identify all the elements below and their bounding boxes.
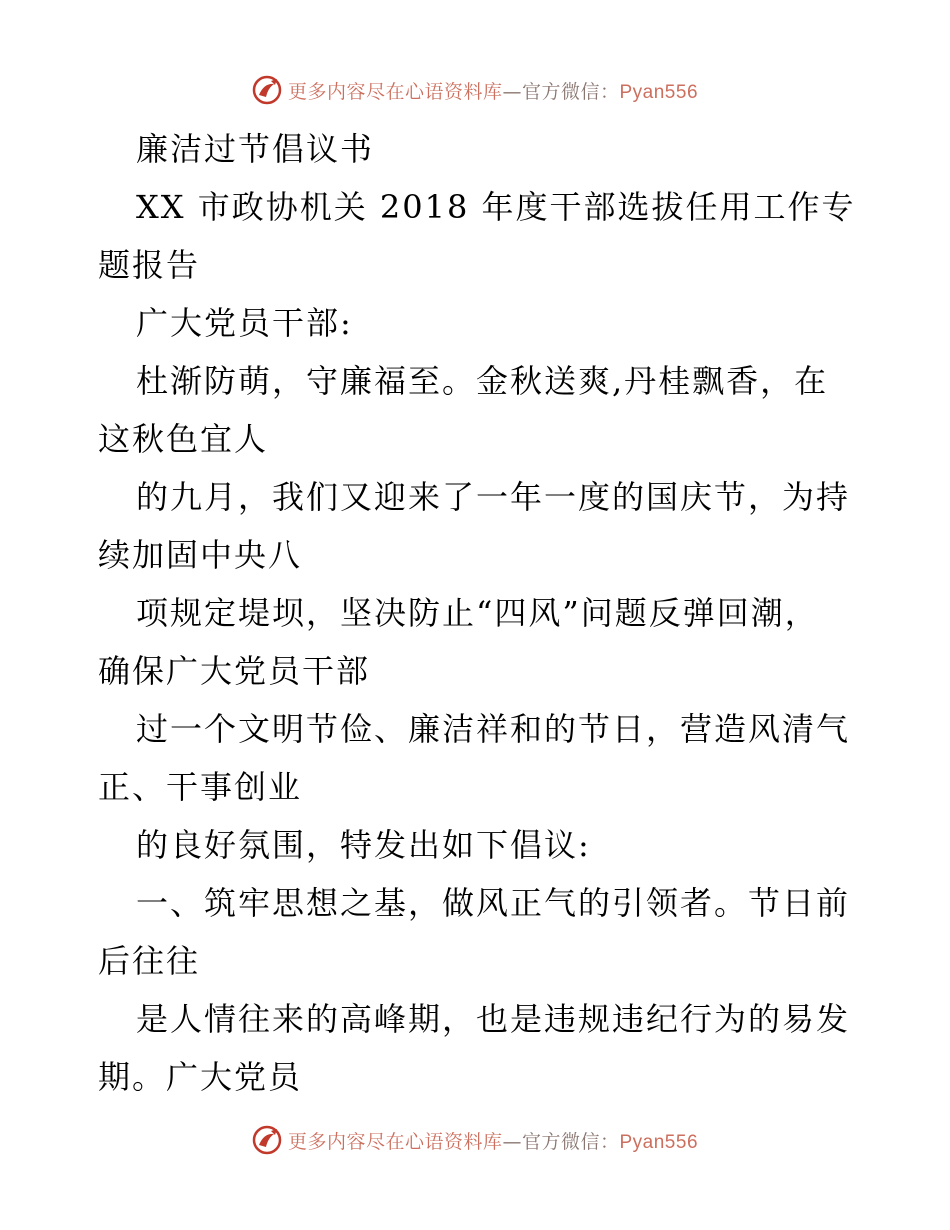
document-line: 一、筑牢思想之基，做风正气的引领者。节日前 (136, 884, 851, 922)
document-line: 广大党员干部: (136, 304, 353, 342)
document-line: 项规定堤坝，坚决防止“四风”问题反弹回潮， (136, 594, 819, 632)
document-line: 杜渐防萌，守廉福至。金秋送爽,丹桂飘香，在 (136, 362, 829, 400)
document-line: 的良好氛围，特发出如下倡议: (136, 826, 591, 864)
document-line: 题报告 (98, 246, 201, 284)
document-line: 期。广大党员 (98, 1058, 303, 1096)
document-line: 是人情往来的高峰期，也是违规违纪行为的易发 (136, 1000, 851, 1038)
watermark-text (288, 77, 698, 104)
brand-logo-icon (252, 75, 282, 105)
document-line: 这秋色宜人 (98, 420, 269, 458)
document-line: 正、干事创业 (98, 768, 303, 806)
watermark-brand: 更多内容尽在心语资料库 (287, 80, 503, 103)
watermark-wechat-label: —官方微信： (502, 80, 620, 103)
footer-watermark (0, 1120, 950, 1160)
document-line: XX 市政协机关 2018 年度干部选拔任用工作专 (136, 188, 856, 226)
document-line: 确保广大党员干部 (98, 652, 371, 690)
watermark-text (288, 1127, 698, 1154)
document-body (98, 120, 868, 1106)
watermark-wechat-id: Pyan556 (619, 81, 699, 103)
brand-logo-icon (252, 1125, 282, 1155)
document-line: 过一个文明节俭、廉洁祥和的节日，营造风清气 (136, 710, 851, 748)
watermark-wechat-id: Pyan556 (619, 1131, 699, 1153)
watermark-brand: 更多内容尽在心语资料库 (287, 1130, 503, 1153)
document-line: 后往往 (98, 942, 201, 980)
document-line: 续加固中央八 (98, 536, 303, 574)
watermark-wechat-label: —官方微信： (502, 1130, 620, 1153)
document-line: 廉洁过节倡议书 (136, 130, 375, 168)
document-line: 的九月，我们又迎来了一年一度的国庆节，为持 (136, 478, 851, 516)
header-watermark (0, 70, 950, 110)
